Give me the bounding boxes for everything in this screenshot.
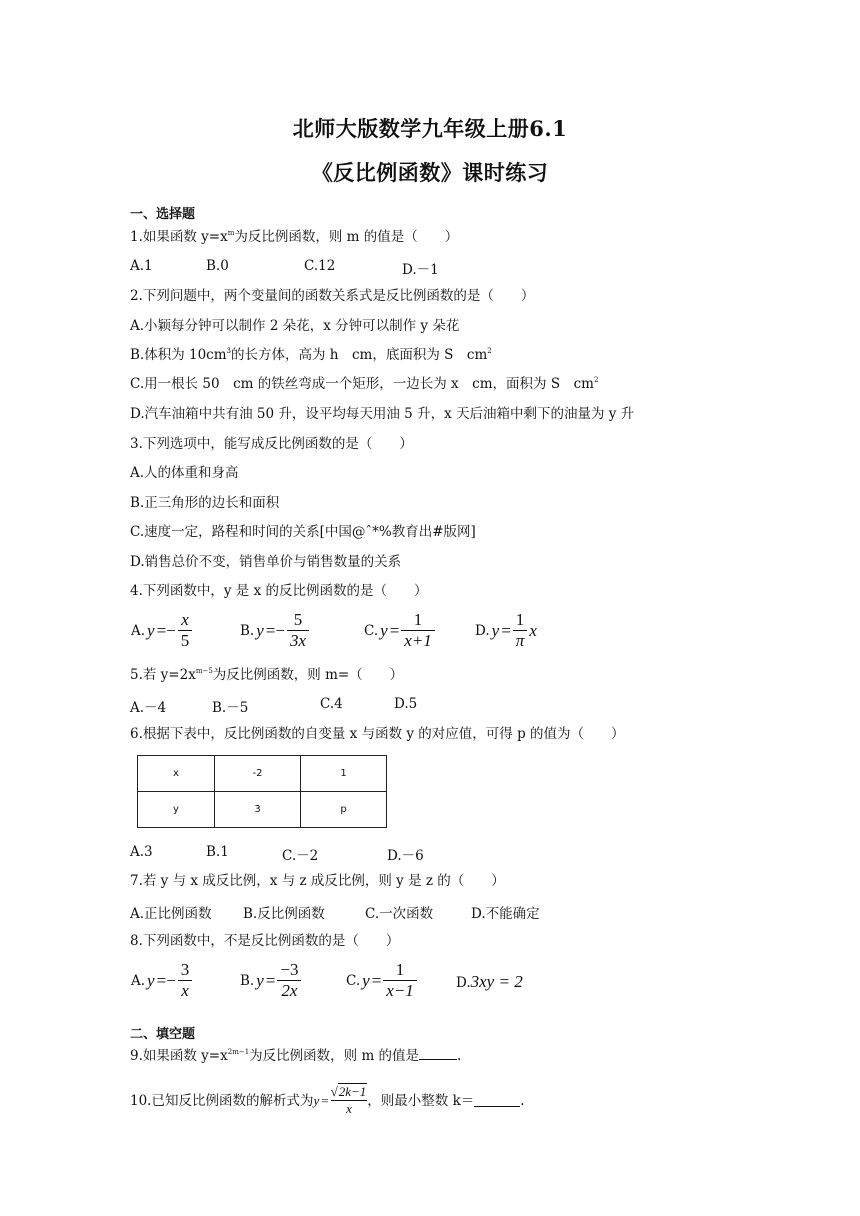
- question-5-option-c: C.4: [320, 696, 343, 712]
- question-6-option-a: A.3: [130, 844, 153, 860]
- question-5-option-a: A.－4: [130, 700, 167, 716]
- answer-blank[interactable]: [474, 1094, 520, 1107]
- question-4-option-c: C. y = $\frac{1}{x+1}$: [363, 610, 436, 651]
- question-2-stem: 2.下列问题中，两个变量间的函数关系式是反比例函数的是（ ）: [130, 288, 535, 304]
- question-8-option-b: B. y = $\frac{-3}{2x}$: [239, 960, 302, 1001]
- table-cell: 1: [301, 756, 387, 792]
- section-heading-fill: 二、填空题: [130, 1027, 196, 1042]
- question-2-option-c: C.用一根长 50 cm 的铁丝弯成一个矩形，一边长为 x cm，面积为 S $cm^2$: [130, 376, 599, 392]
- question-6-stem: 6.根据下表中，反比例函数的自变量 x 与函数 y 的对应值，可得 p 的值为（ ）: [130, 726, 625, 742]
- table-row: [138, 792, 387, 828]
- question-8-stem: 8.下列函数中，不是反比例函数的是（ ）: [130, 933, 400, 949]
- question-7-stem: 7.若 y 与 x 成反比例，x 与 z 成反比例，则 y 是 z 的（ ）: [130, 873, 505, 889]
- value-table: [137, 755, 387, 828]
- table-cell: y: [138, 792, 215, 828]
- title-line-2: 《反比例函数》课时练习: [311, 160, 549, 185]
- question-1-option-c: C.12: [304, 258, 336, 274]
- question-3-option-d: D.销售总价不变，销售单价与销售数量的关系: [130, 554, 402, 570]
- question-1-option-d: D.－1: [402, 262, 439, 278]
- question-3-stem: 3.下列选项中，能写成反比例函数的是（ ）: [130, 436, 413, 452]
- question-8-option-a: A. y =− $\frac{3}{x}$: [130, 960, 193, 1001]
- sqrt-sign: √: [330, 1084, 338, 1099]
- question-6-option-b: B.1: [206, 844, 229, 860]
- question-1-option-a: A.1: [130, 258, 153, 274]
- question-1-stem: 1.如果函数 $y=x^m$为反比例函数，则 m 的值是（ ）: [130, 229, 459, 245]
- question-2-option-d: D.汽车油箱中共有油 50 升，设平均每天用油 5 升，x 天后油箱中剩下的油量为 y 升: [130, 406, 635, 422]
- question-4-option-b: B. y =− $\frac{5}{3x}$: [239, 610, 310, 651]
- question-8-option-d: D.3xy = 2: [456, 972, 523, 991]
- radical-fraction: $\frac{√2k-1}{x}$: [330, 1084, 367, 1116]
- table-cell: -2: [215, 756, 301, 792]
- question-3-option-b: B.正三角形的边长和面积: [130, 495, 280, 511]
- question-8-option-c: C. y = $\frac{1}{x-1}$: [345, 960, 418, 1001]
- question-4-option-a: A. y =− $\frac{x}{5}$: [130, 610, 193, 651]
- question-10-stem: 10.已知反比例函数的解析式为 y = $\frac{√2k-1}{x}$ ，则最小整数 k＝ .: [130, 1084, 525, 1116]
- question-2-option-a: A.小颖每分钟可以制作 2 朵花，x 分钟可以制作 y 朵花: [130, 318, 460, 334]
- question-2-option-b: B.体积为 $10cm^3$的长方体，高为 h cm，底面积为 S $cm^2$: [130, 347, 492, 363]
- question-4-stem: 4.下列函数中，y 是 x 的反比例函数的是（ ）: [130, 583, 428, 599]
- question-7-option-b: B.反比例函数: [243, 906, 325, 922]
- question-6-option-c: C.－2: [282, 848, 319, 864]
- table-cell: p: [301, 792, 387, 828]
- question-4-option-d: D. y = $\frac{1}{\pi}$ x: [475, 610, 537, 650]
- table-row: [138, 756, 387, 792]
- question-7-option-d: D.不能确定: [471, 906, 540, 922]
- question-5-option-b: B.－5: [212, 700, 249, 716]
- question-1-option-b: B.0: [206, 258, 229, 274]
- section-heading-choice: 一、选择题: [130, 207, 196, 222]
- question-3-option-a: A.人的体重和身高: [130, 465, 239, 481]
- question-9-stem: 9.如果函数 $y=x^{2m-1}$为反比例函数，则 m 的值是 .: [130, 1048, 462, 1064]
- answer-blank[interactable]: [419, 1047, 457, 1060]
- table-cell: x: [138, 756, 215, 792]
- title-line-1: 北师大版数学九年级上册6.1: [292, 116, 568, 141]
- question-5-stem: 5.若 $y=2x^{m-5}$为反比例函数，则 m=（ ）: [130, 667, 404, 683]
- question-7-option-a: A.正比例函数: [130, 906, 212, 922]
- question-5-option-d: D.5: [394, 696, 418, 712]
- table-cell: 3: [215, 792, 301, 828]
- question-7-option-c: C.一次函数: [365, 906, 434, 922]
- question-6-option-d: D.－6: [387, 848, 424, 864]
- question-3-option-c: C.速度一定，路程和时间的关系[中国@ˆ*%教育出#版网]: [130, 524, 476, 540]
